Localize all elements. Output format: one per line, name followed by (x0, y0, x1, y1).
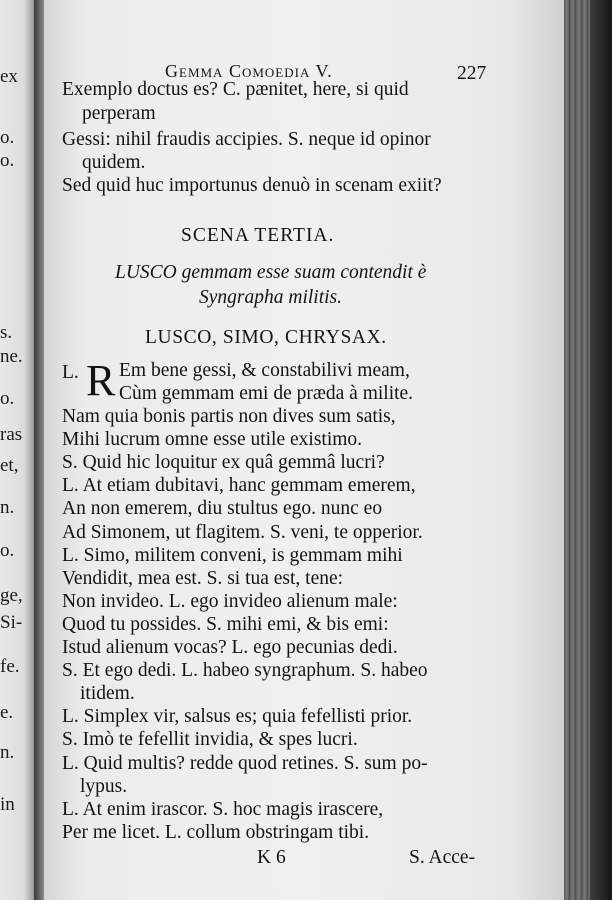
argument-line-2: Syngrapha militis. (199, 287, 343, 308)
dialogue-line: Istud alienum vocas? L. ego pecunias dedi. (62, 637, 398, 658)
speaker-tag: L. (62, 362, 79, 383)
dialogue-line: lypus. (80, 776, 128, 797)
margin-fragment: n. (0, 742, 15, 763)
margin-fragment: ex (0, 66, 18, 87)
margin-fragment: o. (0, 127, 15, 148)
margin-fragment: ge, (0, 585, 23, 606)
dialogue-line: Ad Simonem, ut flagitem. S. veni, te opperior. (62, 522, 423, 543)
book-gutter (34, 0, 44, 900)
dialogue-line: itidem. (80, 683, 135, 704)
signature-mark: K 6 (257, 847, 286, 868)
dialogue-line-2: Cùm gemmam emi de præda à milite. (119, 383, 414, 404)
dialogue-line: An non emerem, diu stultus ego. nunc eo (62, 498, 383, 519)
dramatis-personae: LUSCO, SIMO, CHRYSAX. (145, 327, 387, 348)
dialogue-line: S. Imò te fefellit invidia, & spes lucri. (62, 729, 358, 750)
continuation-line: Sed quid huc importunus denuò in scenam exiit? (62, 175, 442, 196)
margin-fragment: Si- (0, 612, 23, 633)
dialogue-line: S. Quid hic loquitur ex quâ gemmâ lucri? (62, 452, 385, 473)
margin-fragment: ne. (0, 346, 23, 367)
dialogue-line: L. Quid multis? redde quod retines. S. sum po- (62, 753, 428, 774)
dialogue-line: Per me licet. L. collum obstringam tibi. (62, 822, 370, 843)
dialogue-line: L. At etiam dubitavi, hanc gemmam emerem, (62, 475, 416, 496)
margin-fragment: o. (0, 150, 15, 171)
margin-fragment: et, (0, 455, 19, 476)
dialogue-line: L. At enim irascor. S. hoc magis irascere, (62, 799, 384, 820)
page-edges (564, 0, 612, 900)
continuation-line: Exemplo doctus es? C. pænitet, here, si quid (62, 79, 409, 100)
scene-heading: SCENA TERTIA. (181, 225, 335, 246)
book-page (44, 0, 564, 900)
dialogue-line: L. Simo, militem conveni, is gemmam mihi (62, 545, 403, 566)
dialogue-line-1: Em bene gessi, & constabilivi meam, (119, 360, 410, 381)
continuation-line: Gessi: nihil fraudis accipies. S. neque id opinor (62, 129, 431, 150)
margin-fragment: o. (0, 540, 15, 561)
margin-fragment: n. (0, 497, 15, 518)
drop-cap: R (86, 356, 116, 405)
continuation-line: perperam (82, 103, 156, 124)
margin-fragment: in (0, 794, 15, 815)
page-number: 227 (457, 63, 487, 84)
facing-page-fragment (0, 0, 34, 900)
dialogue-line: Mihi lucrum omne esse utile existimo. (62, 429, 363, 450)
running-title: Gemma Comoedia V. (165, 61, 333, 81)
margin-fragment: ras (0, 424, 23, 445)
dialogue-line: Nam quia bonis partis non dives sum satis, (62, 406, 396, 427)
dialogue-line: Vendidit, mea est. S. si tua est, tene: (62, 568, 344, 589)
margin-fragment: s. (0, 322, 13, 343)
continuation-line: quidem. (82, 152, 146, 173)
catchword: S. Acce- (409, 847, 476, 868)
dialogue-line: S. Et ego dedi. L. habeo syngraphum. S. habeo (62, 660, 428, 681)
argument-line-1: LUSCO gemmam esse suam contendit è (115, 262, 427, 283)
margin-fragment: o. (0, 388, 15, 409)
dialogue-line: Non invideo. L. ego invideo alienum male: (62, 591, 398, 612)
dialogue-line: L. Simplex vir, salsus es; quia fefellisti prior. (62, 706, 413, 727)
margin-fragment: e. (0, 702, 14, 723)
dialogue-line: Quod tu possides. S. mihi emi, & bis emi: (62, 614, 389, 635)
margin-fragment: fe. (0, 656, 20, 677)
